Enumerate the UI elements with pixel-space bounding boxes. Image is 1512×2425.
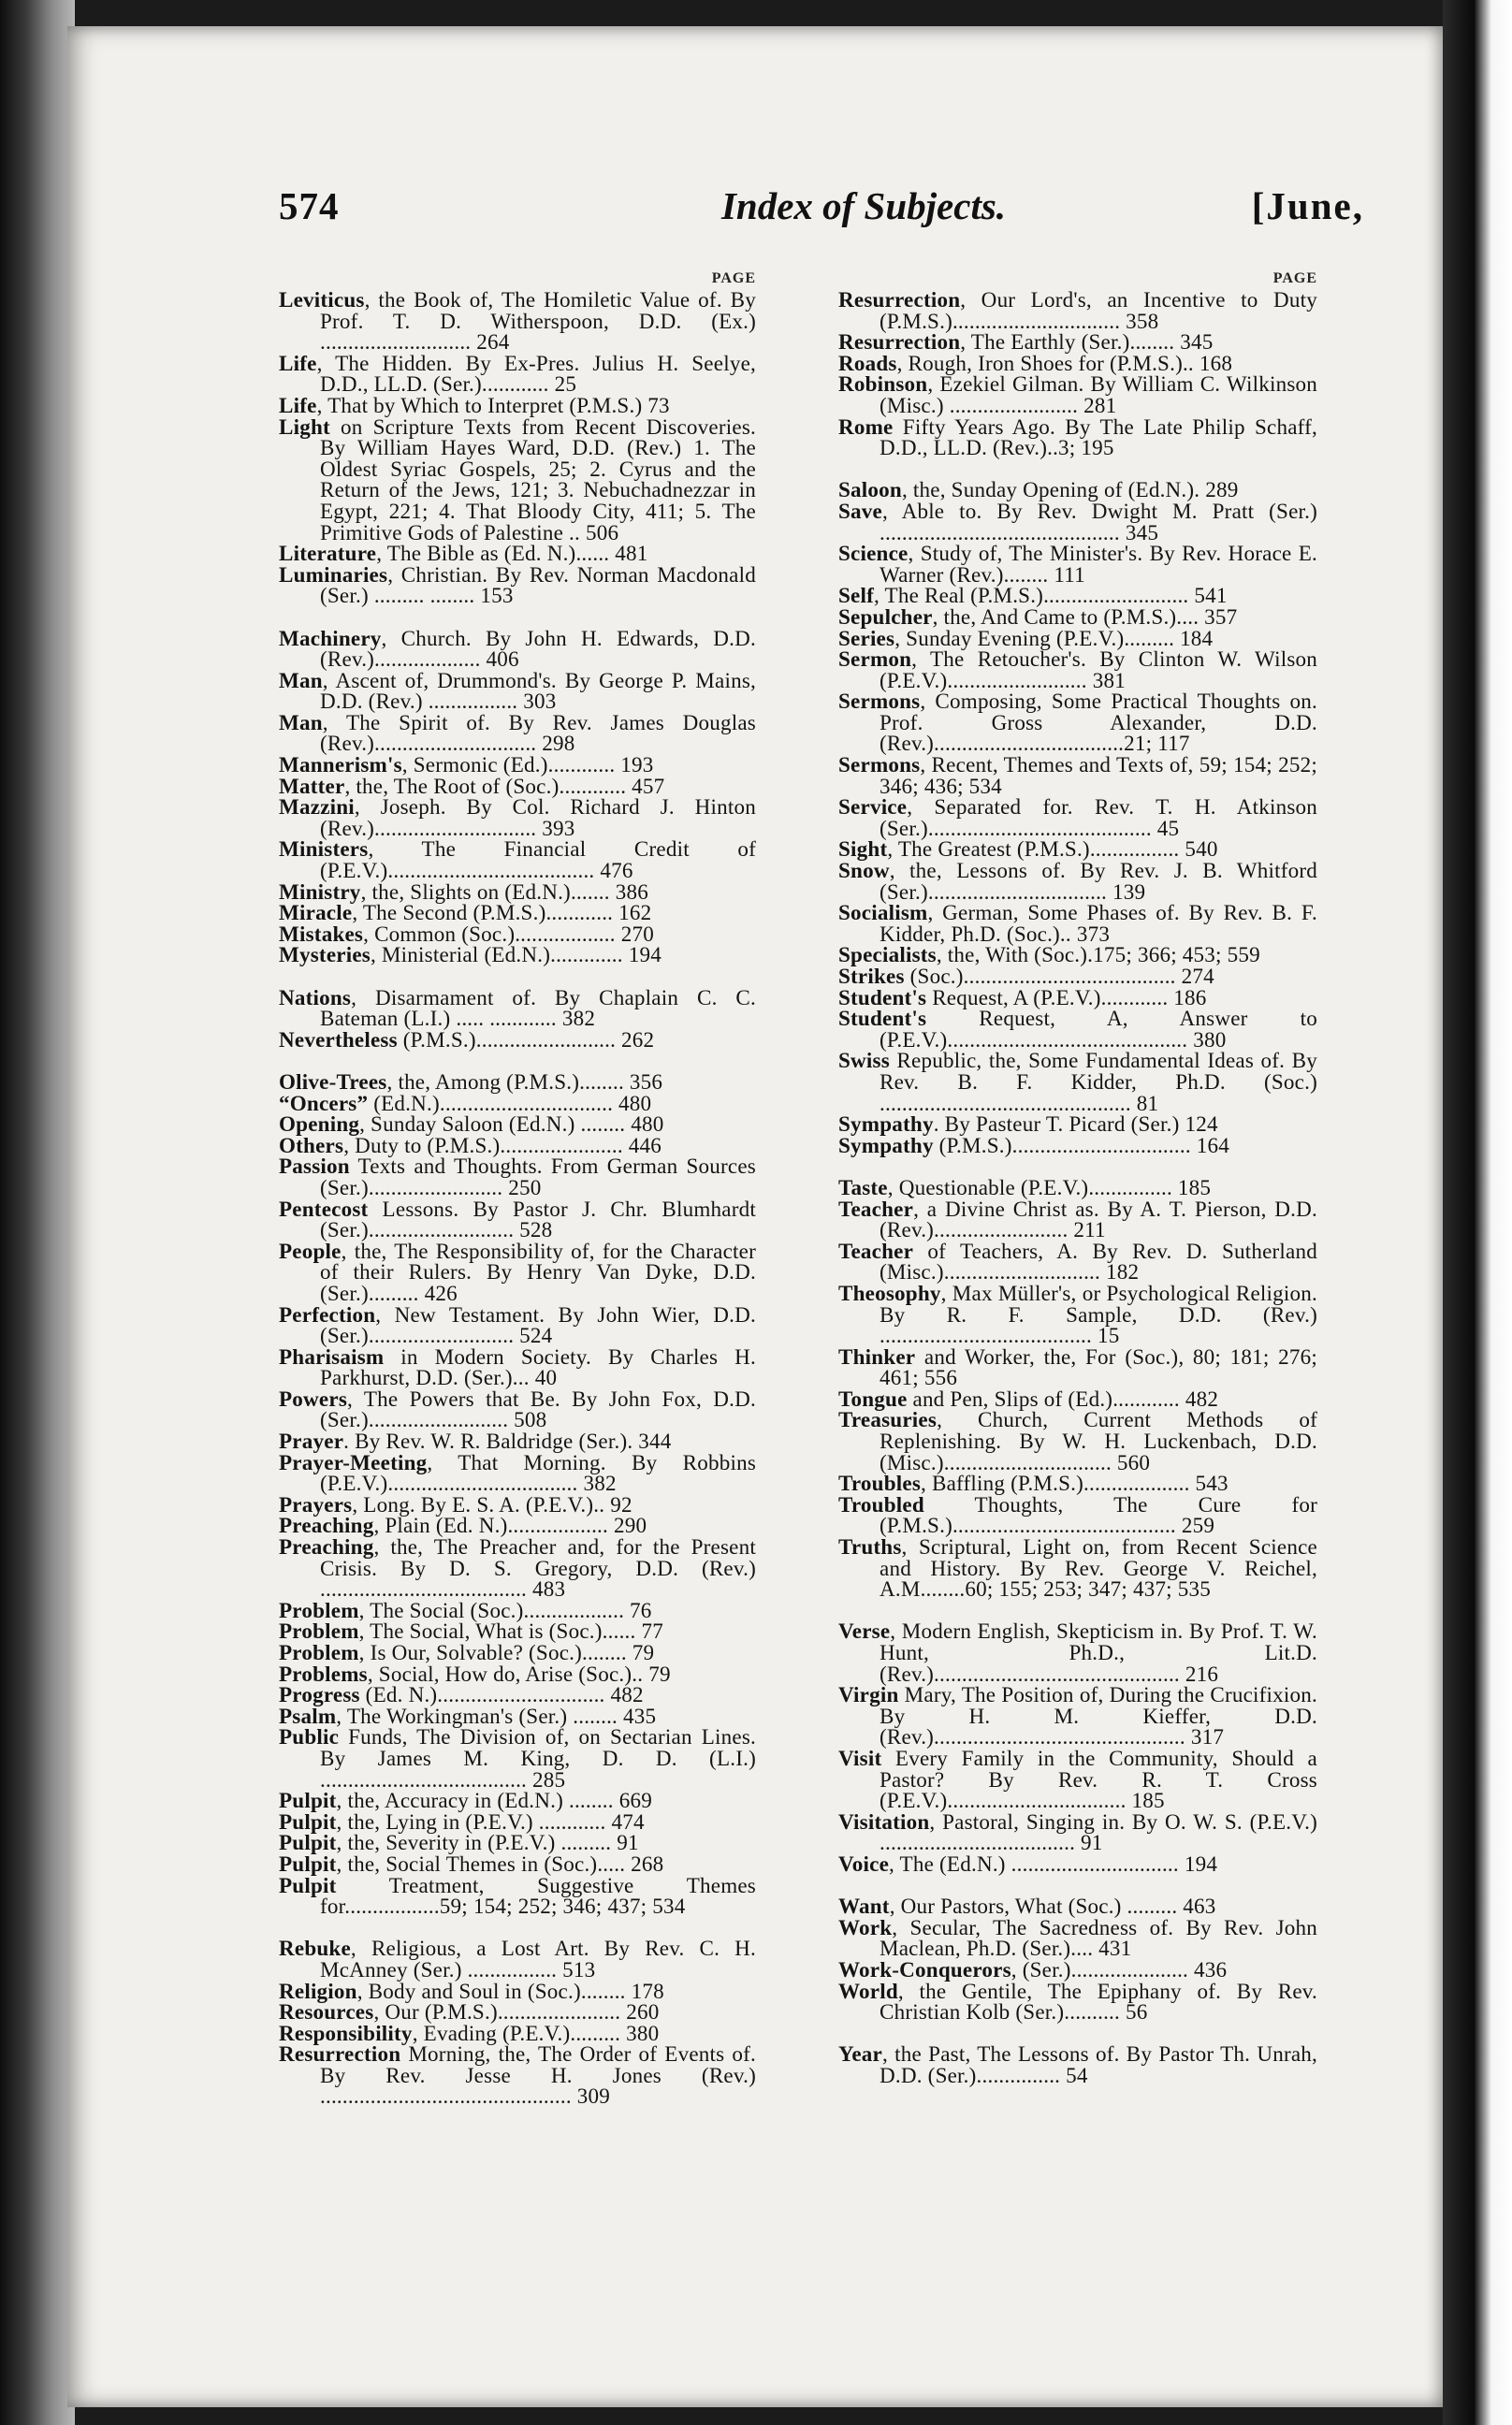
index-entry: “Oncers” (Ed.N.)............................... 480: [279, 1090, 652, 1115]
index-entry: Mazzini, Joseph. By Col. Richard J. Hinton (Rev.)............................. 393: [279, 794, 756, 840]
index-entry: Sermon, The Retoucher's. By Clinton W. Wilson (P.E.V.)......................... 381: [838, 646, 1317, 692]
index-entry: Prayers, Long. By E. S. A. (P.E.V.).. 92: [279, 1491, 632, 1517]
index-entry: Problem, The Social (Soc.).................. 76: [279, 1597, 652, 1622]
index-entry: Voice, The (Ed.N.) .............................. 194: [838, 1851, 1218, 1876]
index-entry: Troubled Thoughts, The Cure for (P.M.S.)........................................ 259: [838, 1491, 1317, 1538]
adjacent-page-edge: [1443, 0, 1512, 2425]
index-entry: Self, The Real (P.M.S.).......................... 541: [838, 583, 1228, 608]
index-entry: Man, Ascent of, Drummond's. By George P. Mains, D.D. (Rev.) ................ 303: [279, 667, 756, 714]
index-entry: Preaching, the, The Preacher and, for the Present Crisis. By D. S. Gregory, D.D. (Rev.) ..................................... 483: [279, 1534, 756, 1602]
index-entry: Year, the Past, The Lessons of. By Pastor Th. Unrah, D.D. (Ser.)............... 54: [838, 2041, 1317, 2087]
index-entry: Save, Able to. By Rev. Dwight M. Pratt (Ser.) ........................................... 345: [838, 498, 1317, 545]
index-entry: Prayer. By Rev. W. R. Baldridge (Ser.). 344: [279, 1429, 672, 1454]
index-entry: Psalm, The Workingman's (Ser.) ........ 435: [279, 1703, 657, 1728]
index-entry: Matter, the, The Root of (Soc.)............ 457: [279, 773, 665, 798]
running-month: [June,: [1251, 184, 1364, 227]
page-column-label: PAGE: [1272, 270, 1317, 286]
index-entry: Series, Sunday Evening (P.E.V.)......... 184: [838, 625, 1214, 650]
index-entry: Visit Every Family in the Community, Should a Pastor? By Rev. R. T. Cross (P.E.V.)................................ 185: [838, 1745, 1317, 1813]
index-entry: Problem, Is Our, Solvable? (Soc.)........ 79: [279, 1640, 655, 1664]
index-entry: Troubles, Baffling (P.M.S.)................... 543: [838, 1471, 1228, 1496]
index-entry: Snow, the, Lessons of. By Rev. J. B. Whitford (Ser.)................................ 139: [838, 858, 1317, 904]
page-column-label: PAGE: [711, 270, 756, 286]
index-entry: Man, The Spirit of. By Rev. James Douglas (Rev.)............................. 298: [279, 709, 756, 756]
page-number: 574: [279, 184, 340, 227]
index-entry: Nevertheless (P.M.S.)......................... 262: [279, 1026, 655, 1052]
index-entry: Mannerism's, Sermonic (Ed.)............ 193: [279, 752, 654, 777]
index-entry: Sight, The Greatest (P.M.S.)................ 540: [838, 836, 1218, 862]
index-entry: Mistakes, Common (Soc.).................. 270: [279, 921, 654, 946]
index-entry: Pharisaism in Modern Society. By Charles H. Parkhurst, D.D. (Ser.)... 40: [279, 1343, 756, 1390]
index-entry: Saloon, the, Sunday Opening of (Ed.N.). 289: [838, 477, 1239, 502]
index-column-right: [838, 269, 1317, 2085]
index-entry: Mysteries, Ministerial (Ed.N.)............. 194: [279, 942, 662, 967]
index-entry: Religion, Body and Soul in (Soc.)........ 178: [279, 1978, 664, 2003]
index-entry: Pulpit, the, Lying in (P.E.V.) ............ 474: [279, 1808, 645, 1834]
index-entry: Literature, The Bible as (Ed. N.)...... 481: [279, 541, 648, 566]
index-entry: Resurrection Morning, the, The Order of Events of. By Rev. Jesse H. Jones (Rev.) ............................................. 309: [279, 2041, 756, 2109]
index-entry: Miracle, The Second (P.M.S.)............ 162: [279, 900, 652, 925]
index-entry: Life, The Hidden. By Ex-Pres. Julius H. Seelye, D.D., LL.D. (Ser.)............ 25: [279, 350, 756, 397]
index-entry: Swiss Republic, the, Some Fundamental Ideas of. By Rev. B. F. Kidder, Ph.D. (Soc.) ............................................. 81: [838, 1048, 1317, 1115]
index-entry: Sermons, Recent, Themes and Texts of, 59; 154; 252; 346; 436; 534: [838, 752, 1317, 798]
index-entry: Specialists, the, With (Soc.).175; 366; 453; 559: [838, 942, 1260, 967]
index-entry: Light on Scripture Texts from Recent Discoveries. By William Hayes Ward, D.D. (Rev.) 1. The Oldest Syriac Gospels, 25; 2. Cyrus and the Return of the Jews, 121; 3. Nebuchadnezzar in Egypt, 221; 4. That Bloody City, 411; 5. The Primitive Gods of Palestine .. 506: [279, 414, 756, 545]
index-entry-list: [279, 289, 756, 2107]
index-entry: Teacher, a Divine Christ as. By A. T. Pierson, D.D. (Rev.)........................ 211: [838, 1196, 1317, 1242]
index-entry: World, the Gentile, The Epiphany of. By Rev. Christian Kolb (Ser.).......... 56: [838, 1978, 1317, 2025]
book-gutter-shadow: [0, 0, 75, 2425]
index-entry: Powers, The Powers that Be. By John Fox, D.D. (Ser.)......................... 508: [279, 1386, 756, 1432]
index-entry: Truths, Scriptural, Light on, from Recent Science and History. By Rev. George V. Reichel, A.M........60; 155; 253; 347; 437; 535: [838, 1534, 1317, 1602]
index-entry: Student's Request, A, Answer to (P.E.V.)........................................... 380: [838, 1006, 1317, 1052]
index-entry: Pentecost Lessons. By Pastor J. Chr. Blumhardt (Ser.).......................... 528: [279, 1196, 756, 1242]
index-entry: Science, Study of, The Minister's. By Rev. Horace E. Warner (Rev.)........ 111: [838, 541, 1317, 587]
index-entry: Teacher of Teachers, A. By Rev. D. Sutherland (Misc.)............................ 182: [838, 1238, 1317, 1285]
index-entry: Pulpit, the, Social Themes in (Soc.)..... 268: [279, 1851, 664, 1876]
index-entry: Resources, Our (P.M.S.)...................... 260: [279, 1999, 660, 2025]
index-entry: Others, Duty to (P.M.S.)...................... 446: [279, 1132, 662, 1157]
index-entry: Prayer-Meeting, That Morning. By Robbins (P.E.V.).................................. 382: [279, 1449, 756, 1496]
index-entry: Sepulcher, the, And Came to (P.M.S.).... 357: [838, 603, 1238, 629]
index-column-left: [279, 269, 756, 2107]
index-entry: Pulpit, the, Accuracy in (Ed.N.) ........ 669: [279, 1788, 652, 1813]
index-entry: Luminaries, Christian. By Rev. Norman Macdonald (Ser.) ......... ........ 153: [279, 561, 756, 608]
index-entry: Opening, Sunday Saloon (Ed.N.) ........ 480: [279, 1111, 664, 1137]
index-entry: Ministry, the, Slights on (Ed.N.)....... 386: [279, 879, 648, 904]
index-entry: Resurrection, Our Lord's, an Incentive to Duty (P.M.S.).............................. 358: [838, 287, 1317, 333]
index-entry: Robinson, Ezekiel Gilman. By William C. Wilkinson (Misc.) ....................... 281: [838, 371, 1317, 417]
index-entry: Treasuries, Church, Current Methods of Replenishing. By W. H. Luckenbach, D.D. (Misc.).............................. 560: [838, 1407, 1317, 1474]
index-entry: Leviticus, the Book of, The Homiletic Value of. By Prof. T. D. Witherspoon, D.D. (Ex.) ........................... 264: [279, 287, 756, 355]
index-entry: Pulpit, the, Severity in (P.E.V.) ......... 91: [279, 1830, 639, 1855]
index-entry: Public Funds, The Division of, on Sectarian Lines. By James M. King, D. D. (L.I.) ..................................... 285: [279, 1724, 756, 1792]
index-entry: Nations, Disarmament of. By Chaplain C. C. Bateman (L.I.) ..... ............ 382: [279, 984, 756, 1031]
index-entry: Sympathy (P.M.S.)................................ 164: [838, 1132, 1230, 1157]
page-title: Index of Subjects.: [720, 184, 1007, 227]
index-entry: Problems, Social, How do, Arise (Soc.).. 79: [279, 1661, 671, 1686]
index-entry: Socialism, German, Some Phases of. By Rev. B. F. Kidder, Ph.D. (Soc.).. 373: [838, 900, 1317, 946]
index-entry: Tongue and Pen, Slips of (Ed.)............ 482: [838, 1386, 1219, 1411]
index-entry: Preaching, Plain (Ed. N.).................. 290: [279, 1513, 647, 1538]
index-entry: Passion Texts and Thoughts. From German Sources (Ser.)........................ 250: [279, 1154, 756, 1199]
index-entry-list: [838, 289, 1317, 2085]
index-entry: Thinker and Worker, the, For (Soc.), 80; 181; 276; 461; 556: [838, 1343, 1317, 1390]
index-entry: Olive-Trees, the, Among (P.M.S.)........ 356: [279, 1068, 663, 1094]
index-entry: Pulpit Treatment, Suggestive Themes for.................59; 154; 252; 346; 437; 534: [279, 1872, 756, 1919]
index-entry: Responsibility, Evading (P.E.V.)......... 380: [279, 2020, 660, 2045]
index-entry: Want, Our Pastors, What (Soc.) ......... 463: [838, 1894, 1216, 1919]
running-head: [279, 183, 1364, 241]
index-entry: Progress (Ed. N.).............................. 482: [279, 1682, 644, 1707]
index-entry: Life, That by Which to Interpret (P.M.S.) 73: [279, 392, 670, 417]
index-entry: Virgin Mary, The Position of, During the Crucifixion. By H. M. Kieffer, D.D. (Rev.)............................................. 317: [838, 1682, 1317, 1750]
index-entry: Problem, The Social, What is (Soc.)...... 77: [279, 1619, 663, 1644]
index-entry: People, the, The Responsibility of, for the Character of their Rulers. By Henry Van Dyke, D.D. (Ser.)......... 426: [279, 1238, 756, 1305]
index-entry: Strikes (Soc.)...................................... 274: [838, 964, 1214, 988]
index-entry: Student's Request, A (P.E.V.)............ 186: [838, 984, 1207, 1009]
index-entry: Perfection, New Testament. By John Wier, D.D. (Ser.).......................... 524: [279, 1301, 756, 1348]
index-entry: Resurrection, The Earthly (Ser.)........ 345: [838, 329, 1214, 355]
index-entry: Service, Separated for. Rev. T. H. Atkinson (Ser.)........................................ 45: [838, 794, 1317, 840]
index-entry: Verse, Modern English, Skepticism in. By Prof. T. W. Hunt, Ph.D., Lit.D. (Rev.)............................................ 216: [838, 1619, 1317, 1686]
index-entry: Work, Secular, The Sacredness of. By Rev. John Maclean, Ph.D. (Ser.).... 431: [838, 1914, 1317, 1961]
index-entry: Rebuke, Religious, a Lost Art. By Rev. C. H. McAnney (Ser.) ................ 513: [279, 1936, 756, 1982]
index-entry: Taste, Questionable (P.E.V.)............... 185: [838, 1174, 1212, 1199]
index-entry: Machinery, Church. By John H. Edwards, D.D. (Rev.)................... 406: [279, 625, 756, 672]
index-entry: Visitation, Pastoral, Singing in. By O. W. S. (P.E.V.) ................................... 91: [838, 1808, 1317, 1855]
index-entry: Roads, Rough, Iron Shoes for (P.M.S.).. 168: [838, 350, 1233, 375]
index-entry: Rome Fifty Years Ago. By The Late Philip Schaff, D.D., LL.D. (Rev.)..3; 195: [838, 414, 1317, 460]
index-entry: Theosophy, Max Müller's, or Psychological Religion. By R. F. Sample, D.D. (Rev.) ...................................... 15: [838, 1280, 1317, 1348]
index-entry: Ministers, The Financial Credit of (P.E.V.)..................................... 476: [279, 836, 756, 883]
index-entry: Sympathy. By Pasteur T. Picard (Ser.) 124: [838, 1111, 1218, 1137]
index-entry: Work-Conquerors, (Ser.)..................... 436: [838, 1956, 1228, 1982]
index-entry: Sermons, Composing, Some Practical Thoughts on. Prof. Gross Alexander, D.D. (Rev.)..................................21; 117: [838, 689, 1317, 756]
